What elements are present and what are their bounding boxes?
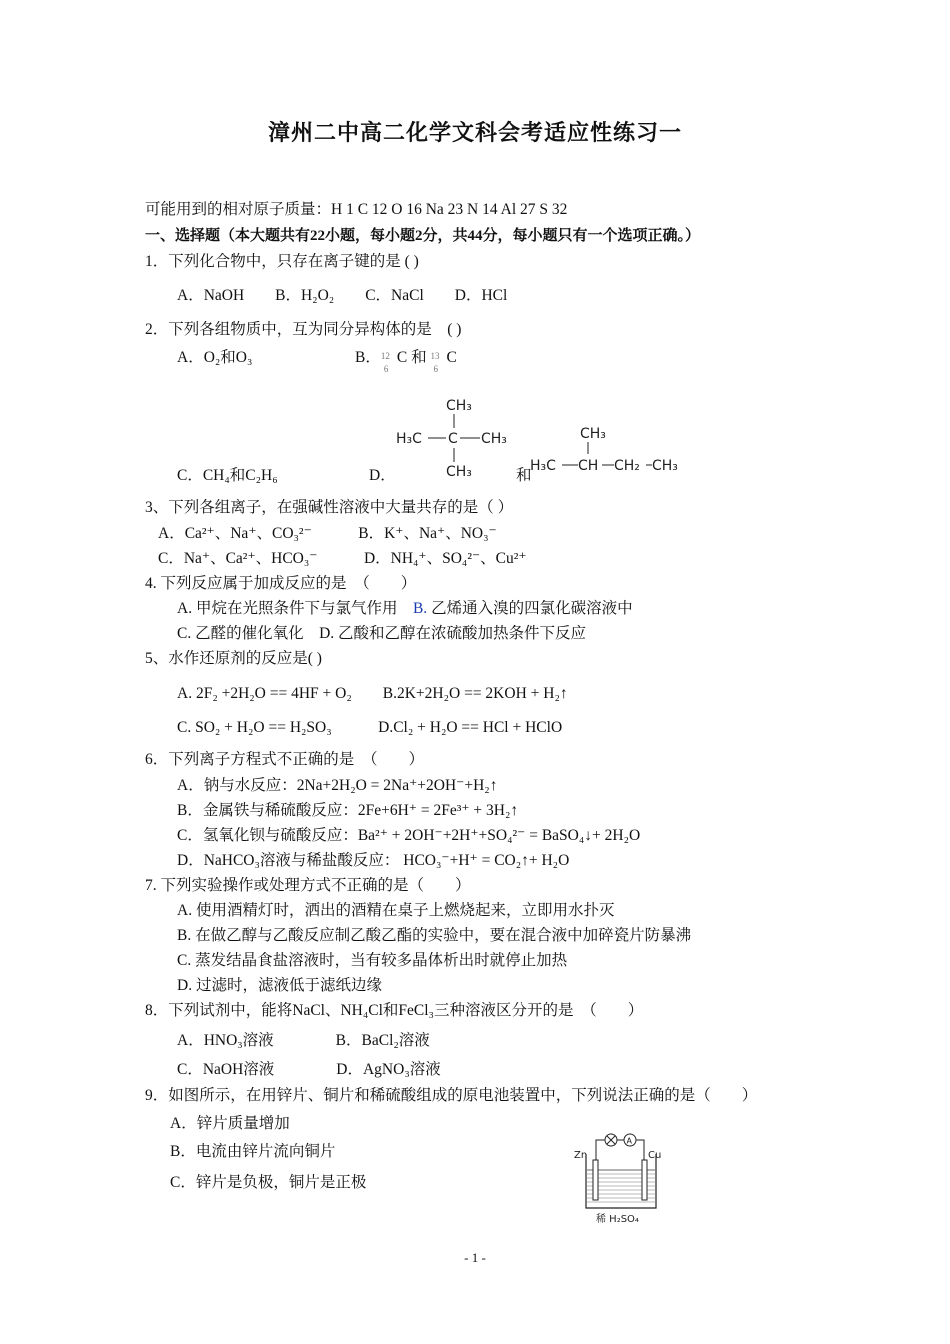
q6-option-c: C．氢氧化钡与硫酸反应：Ba²⁺ + 2OH⁻+2H⁺+SO₄²⁻ = BaSO₄↓+ 2H₂O: [177, 827, 641, 844]
struct2-group-b: CH: [578, 458, 599, 474]
struct-top-methyl: CH₃: [446, 398, 472, 414]
copper-electrode: [642, 1160, 647, 1200]
q7-option-d: D. 过滤时，滤液低于滤纸边缘: [177, 977, 382, 994]
q1-options: A．NaOH B．H₂O₂ C．NaCl D．HCl: [177, 287, 508, 304]
struct2-group-a: H₃C: [530, 458, 556, 474]
struct2-group-d: CH₃: [652, 458, 678, 474]
q8-options-cd: C．NaOH溶液 D．AgNO₃溶液: [177, 1061, 441, 1078]
galvanic-cell-diagram: [572, 1126, 672, 1230]
ammeter-icon: [624, 1134, 636, 1146]
page-title: 漳州二中高二化学文科会考适应性练习一: [267, 121, 682, 146]
q4-options-ab: [177, 599, 633, 619]
q2-option-d: D．: [369, 467, 396, 484]
element-symbol: C: [396, 349, 408, 366]
element-symbol: C: [446, 349, 457, 366]
isotope-notation: [380, 348, 397, 374]
mass-number: 12: [380, 351, 390, 361]
q6-stem: 6．下列离子方程式不正确的是 （ ）: [145, 751, 425, 768]
zinc-electrode: [593, 1160, 598, 1200]
atomic-number: 6: [383, 364, 389, 374]
q8-stem: 8．下列试剂中，能将NaCl、NH₄Cl和FeCl₃三种溶液区分开的是 （ ）: [145, 1002, 644, 1019]
q6-option-a: A．钠与水反应：2Na+2H₂O = 2Na⁺+2OH⁻+H₂↑: [177, 777, 498, 794]
q2-d-conjunction: 和: [516, 467, 532, 484]
atomic-masses: 可能用到的相对原子质量：H 1 C 12 O 16 Na 23 N 14 Al 27 S 32: [145, 201, 568, 218]
struct2-top-methyl: CH₃: [580, 426, 606, 442]
q3-options-ab: A．Ca²⁺、Na⁺、CO₃²⁻ B．K⁺、Na⁺、NO₃⁻: [158, 525, 497, 542]
q5-options-cd: C. SO₂ + H₂O == H₂SO₃ D.Cl₂ + H₂O == HCl + HClO: [177, 719, 563, 736]
q7-option-c: C. 蒸发结晶食盐溶液时，当有较多晶体析出时就停止加热: [177, 952, 568, 969]
q2-stem: 2．下列各组物质中，互为同分异构体的是 ( ): [145, 321, 462, 338]
mass-number: 13: [430, 351, 440, 361]
neopentane-structure: [392, 392, 522, 484]
q6-option-d: D．NaHCO₃溶液与稀盐酸反应： HCO₃⁻+H⁺ = CO₂↑+ H₂O: [177, 852, 570, 869]
q4-option-b: 乙烯通入溴的四氯化碳溶液中: [427, 600, 633, 617]
q9-option-a: A．锌片质量增加: [170, 1115, 290, 1132]
q1-stem: 1．下列化合物中，只存在离子键的是 ( ): [145, 253, 419, 270]
struct-left-methyl: H₃C: [396, 431, 422, 447]
q4-option-b-label: B.: [412, 600, 428, 617]
isotope-notation: [430, 348, 446, 374]
q3-options-cd: C．Na⁺、Ca²⁺、HCO₃⁻ D．NH₄⁺、SO₄²⁻、Cu²⁺: [158, 550, 527, 567]
q7-option-b: B. 在做乙醇与乙酸反应制乙酸乙酯的实验中，要在混合液中加碎瓷片防暴沸: [177, 927, 692, 944]
q6-option-b: B．金属铁与稀硫酸反应：2Fe+6H⁺ = 2Fe³⁺ + 3H₂↑: [177, 802, 519, 819]
q9-option-c: C．锌片是负极，铜片是正极: [170, 1174, 367, 1191]
struct-bottom-methyl: CH₃: [446, 464, 472, 480]
q9-stem: 9．如图所示，在用锌片、铜片和稀硫酸组成的原电池装置中，下列说法正确的是（ ）: [145, 1087, 758, 1104]
struct2-group-c: CH₂: [614, 458, 640, 474]
atomic-number: 6: [433, 364, 438, 374]
isopentane-structure: [528, 420, 688, 482]
acid-label: 稀 H₂SO₄: [596, 1214, 639, 1225]
q4-options-cd: C. 乙醛的催化氧化 D. 乙酸和乙醇在浓硫酸加热条件下反应: [177, 625, 587, 642]
q5-stem: 5、水作还原剂的反应是( ): [145, 650, 322, 667]
q2-option-b: [355, 348, 457, 374]
q2-option-c: C．CH₄和C₂H₆: [177, 467, 278, 484]
q9-option-b: B．电流由锌片流向铜片: [170, 1143, 336, 1160]
struct-center-carbon: C: [448, 431, 458, 447]
page-number: - 1 -: [464, 1250, 486, 1265]
q8-options-ab: A．HNO₃溶液 B．BaCl₂溶液: [177, 1032, 430, 1049]
q4-option-a: A. 甲烷在光照条件下与氯气作用: [177, 600, 398, 617]
q3-stem: 3、下列各组离子，在强碱性溶液中大量共存的是（ ）: [145, 499, 514, 516]
q5-options-ab: A. 2F₂ +2H₂O == 4HF + O₂ B.2K+2H₂O == 2KOH + H₂↑: [177, 685, 568, 702]
section-heading: 一、选择题（本大题共有22小题，每小题2分，共44分，每小题只有一个选项正确。）: [145, 228, 701, 244]
q7-stem: 7. 下列实验操作或处理方式不正确的是（ ）: [145, 877, 471, 894]
q7-option-a: A. 使用酒精灯时，洒出的酒精在桌子上燃烧起来，立即用水扑灭: [177, 902, 615, 919]
q2-option-a: A．O₂和O₃: [177, 349, 253, 366]
copper-label: Cu: [648, 1150, 662, 1161]
bulb-icon: [605, 1134, 617, 1146]
q4-stem: 4. 下列反应属于加成反应的是 （ ）: [145, 575, 417, 592]
struct-right-methyl: CH₃: [481, 431, 507, 447]
conjunction: 和: [411, 349, 427, 366]
q2-option-b-label: B．: [355, 349, 381, 366]
zinc-label: Zn: [574, 1150, 588, 1161]
ammeter-label: A: [626, 1136, 632, 1146]
